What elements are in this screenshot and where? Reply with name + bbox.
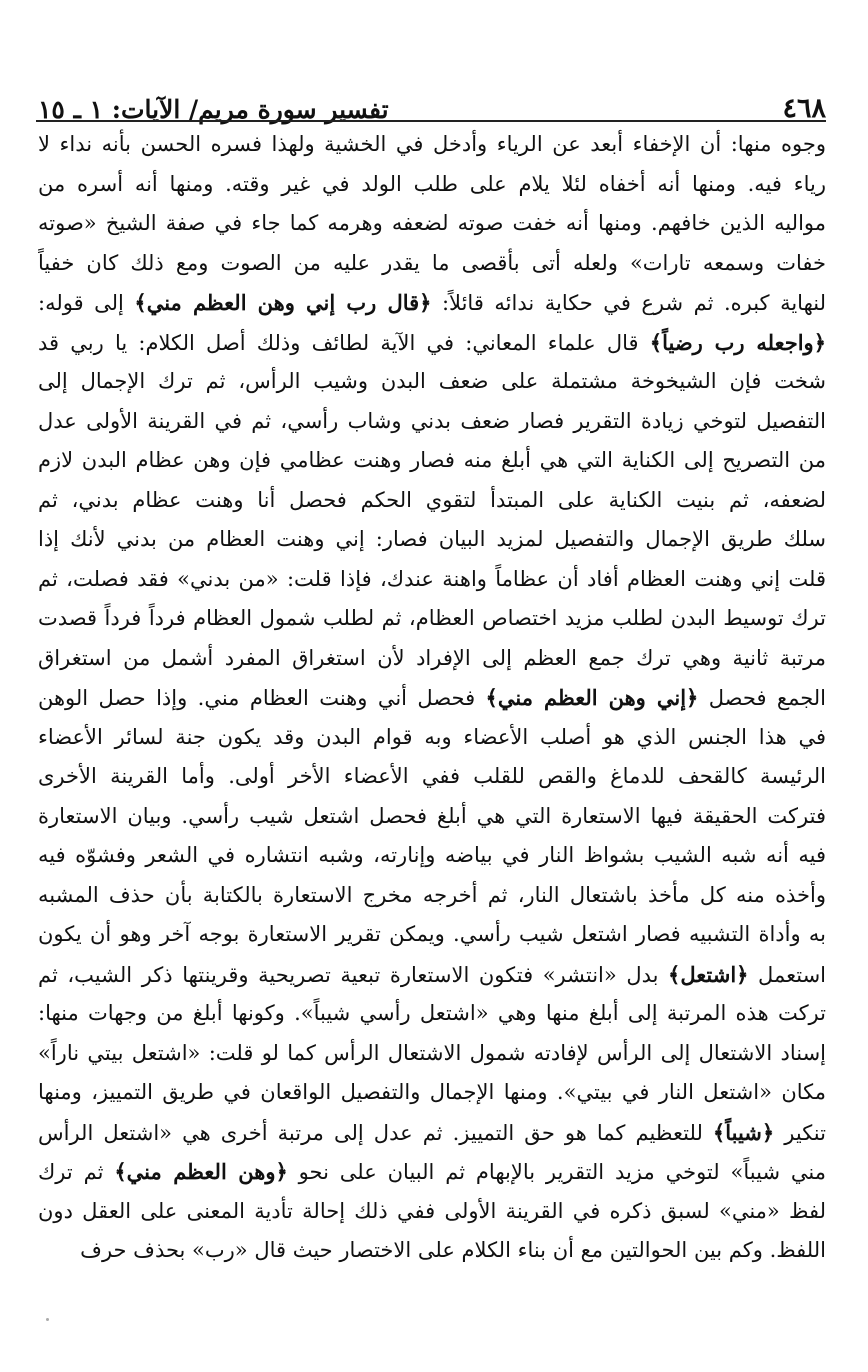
page-header — [38, 78, 826, 122]
text-line: استعمل ﴿اشتعل﴾ بدل «انتشر» فتكون الاستعارة تبعية تصريحية وقرينتها ذكر الشيب، ثم — [38, 961, 826, 987]
text-line: لفظ «مني» لسبق ذكره في القرينة الأولى ففي ذلك إحالة تأدية المعنى على العقل دون — [38, 1198, 826, 1223]
text-line: شخت فإن الشيخوخة مشتملة على ضعف البدن وشيب الرأس، ثم ترك الإجمال إلى — [38, 369, 826, 393]
text-line: إسناد الاشتعال إلى الرأس لإفادته شمول الاشتعال الرأس كما لو قلت: «اشتعل بيتي ناراً» — [38, 1040, 826, 1065]
text-line: رياء فيه. ومنها أنه أخفاه لئلا يلام على طلب الولد في غير وقته. ومنها أنه أسره من — [38, 171, 826, 196]
text-line: وأخذه منه كل مأخذ باشتعال النار، ثم أخرجه مخرج الاستعارة بالكتابة بأن حذف المشبه — [38, 882, 826, 907]
text-line: ﴿واجعله رب رضياً﴾ قال علماء المعاني: في الآية لطائف وذلك أصل الكلام: يا ربي قد — [38, 329, 826, 355]
text-line: الجمع فحصل ﴿إني وهن العظم مني﴾ فحصل أني وهنت العظام مني. وإذا حصل الوهن — [38, 685, 826, 710]
text-line: مني شيباً» لتوخي مزيد التقرير بالإبهام ثم البيان على نحو ﴿وهن العظم مني﴾ ثم ترك — [38, 1159, 826, 1184]
header-rule — [36, 120, 826, 122]
text-line: من التصريح إلى الكناية التي هي أبلغ منه فصار وهنت عظامي فإن وهن عظام البدن لازم — [38, 448, 826, 472]
text-line: فتركت الحقيقة فيها الاستعارة التي هي أبلغ فحصل اشتعل شيب رأسي. وبيان الاستعارة — [38, 803, 826, 828]
text-line: ترك توسيط البدن لطلب مزيد اختصاص العظام، ثم لطلب شمول العظام فرداً فرداً قصدت — [38, 606, 826, 630]
text-line: لنهاية كبره. ثم شرع في حكاية ندائه قائلاً: ﴿قال رب إني وهن العظم مني﴾ إلى قوله: — [38, 290, 826, 315]
text-line: تنكير ﴿شيباً﴾ للتعظيم كما هو حق التمييز. ثم عدل إلى مرتبة أخرى هي «اشتعل الرأس — [38, 1119, 826, 1145]
text-line: مواليه الذين خافهم. ومنها أنه خفت صوته لضعفه وهرمه كما جاء في صفة الشيخ «صوته — [38, 211, 826, 235]
text-line: خفات وسمعه تارات» ولعله أتى بأقصى ما يقدر عليه من الصوت ومع ذلك كان خفياً — [38, 250, 826, 275]
text-line: التفصيل لتوخي زيادة التقرير فصار ضعف بدني وشاب رأسي، ثم في القرينة الأولى عدل — [38, 408, 826, 433]
body-text — [38, 125, 826, 1271]
text-line: مكان «اشتعل النار في بيتي». ومنها الإجمال والتفصيل الواقعان في طريق التمييز، ومنها — [38, 1080, 826, 1104]
text-line: الرئيسة كالقحف للدماغ والقص للقلب ففي الأعضاء الأخر أولى. وأما القرينة الأخرى — [38, 764, 826, 788]
text-line: قلت إني وهنت العظام أفاد أن عظاماً واهنة عندك، فإذا قلت: «من بدني» فقد فصلت، ثم — [38, 566, 826, 591]
text-line: لضعفه، ثم بنيت الكناية على المبتدأ لتقوي الحكم فحصل أنا وهنت عظام بدني، ثم — [38, 487, 826, 512]
text-line: مرتبة ثانية وهي ترك جمع العظم إلى الإفراد لأن استغراق المفرد أشمل من استغراق — [38, 645, 826, 670]
text-line: به وأداة التشبيه فصار اشتعل شيب رأسي. ويمكن تقرير الاستعارة بوجه آخر وهو أن يكون — [38, 922, 826, 946]
text-line: في هذا الجنس الذي هو أصلب الأعضاء وبه قوام البدن وقد يكون جنة لسائر الأعضاء — [38, 724, 826, 749]
text-line: سلك طريق الإجمال والتفصيل لمزيد البيان فصار: إني وهنت العظام من بدني لأنك إذا — [38, 527, 826, 551]
text-line: فيه أنه شبه الشيب بشواظ النار في بياضه وإنارته، وشبه انتشاره في الشعر وفشوّه فيه — [38, 843, 826, 867]
running-title: تفسير سورة مريم/ الآيات: ١ ـ ١٥ — [38, 95, 389, 124]
text-line: اللفظ. وكم بين الحوالتين مع أن بناء الكلام على الاختصار حيث قال «رب» بحذف حرف — [80, 1238, 826, 1262]
text-line: وجوه منها: أن الإخفاء أبعد عن الرياء وأدخل في الخشية ولهذا فسره الحسن بأنه نداء لا — [38, 132, 826, 156]
page-number: ٤٦٨ — [782, 93, 826, 124]
text-line: تركت هذه المرتبة إلى أبلغ منها وهي «اشتعل رأسي شيباً». وكونها أبلغ من وجهات منها: — [38, 1001, 826, 1025]
scan-speck — [46, 1318, 49, 1321]
